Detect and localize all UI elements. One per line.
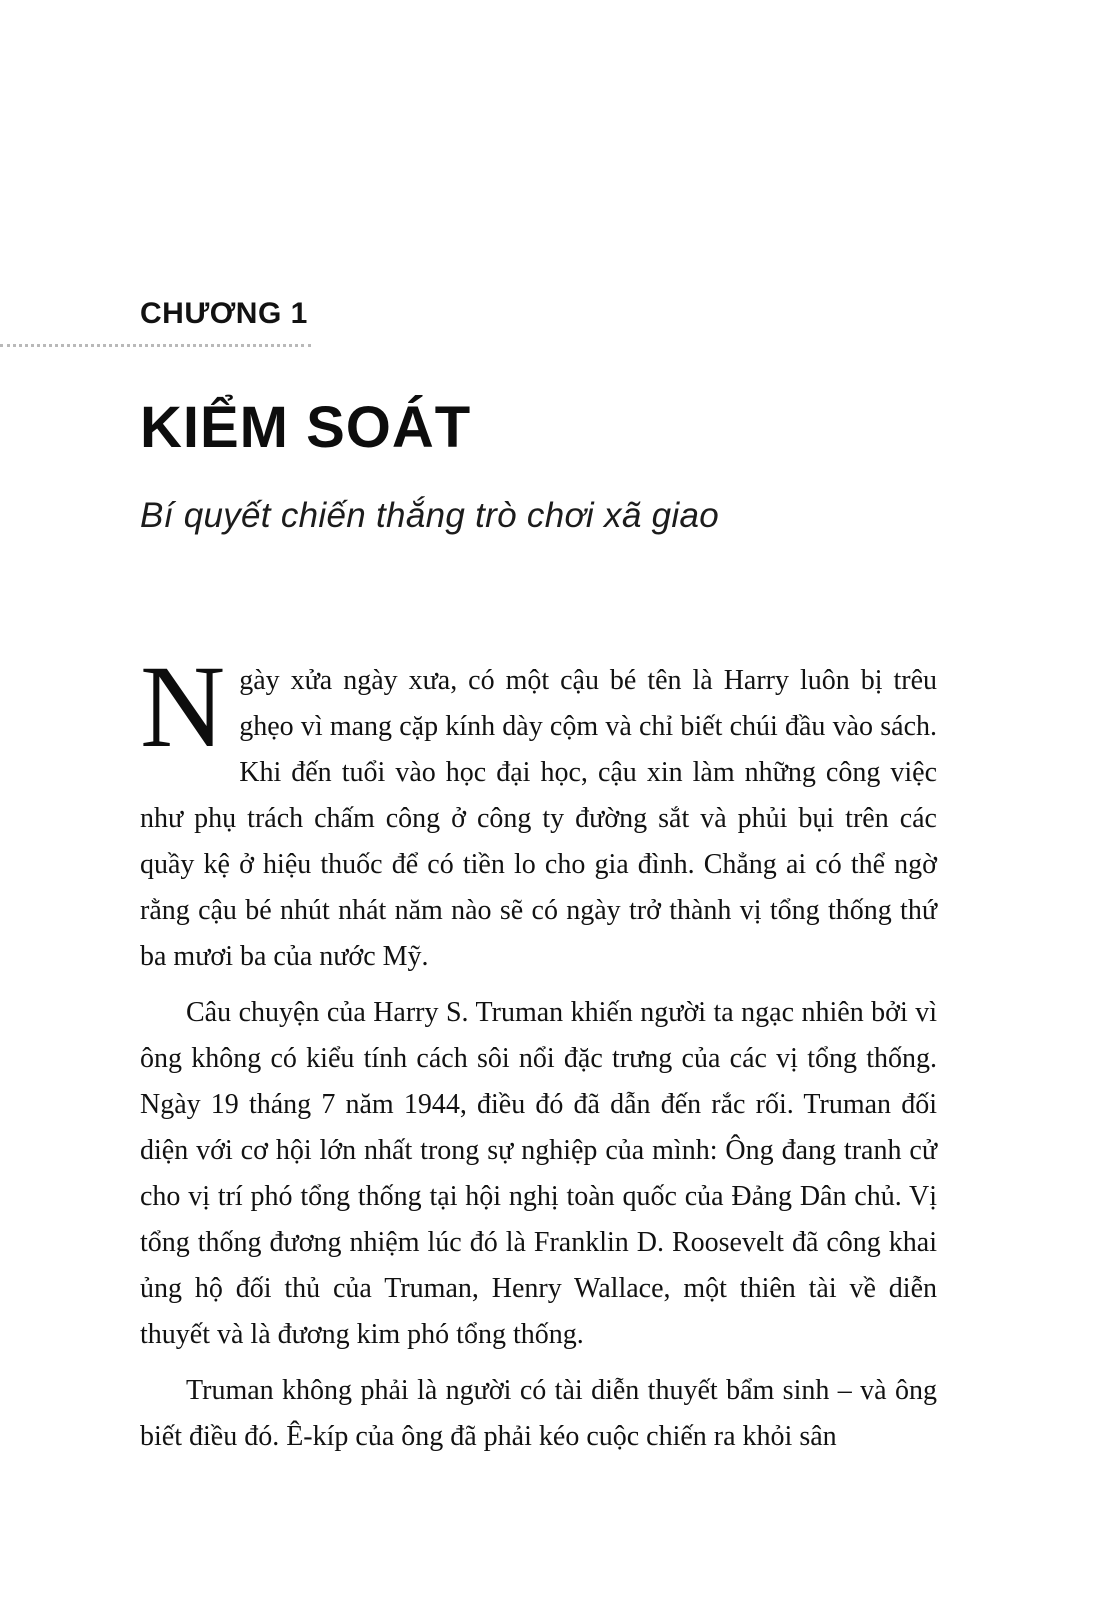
chapter-title: KIỂM SOÁT (140, 395, 472, 460)
page-content (140, 0, 937, 1460)
paragraph-2: Câu chuyện của Harry S. Truman khiến người ta ngạc nhiên bởi vì ông không có kiểu tính cách sôi nổi đặc trưng của các vị tổng thống. Ngày 19 tháng 7 năm 1944, điều đó đã dẫn đến rắc rối. Truman đối diện với cơ hội lớn nhất trong sự nghiệp của mình: Ông đang tranh cử cho vị trí phó tổng thống tại hội nghị toàn quốc của Đảng Dân chủ. Vị tổng thống đương nhiệm lúc đó là Franklin D. Roosevelt đã công khai ủng hộ đối thủ của Truman, Henry Wallace, một thiên tài về diễn thuyết và là đương kim phó tổng thống. (140, 996, 937, 1350)
body-text (140, 640, 937, 1460)
drop-cap: N (140, 640, 226, 772)
chapter-label: CHƯƠNG 1 (140, 297, 308, 330)
paragraph-1 (140, 640, 937, 980)
paragraph-3: Truman không phải là người có tài diễn thuyết bẩm sinh – và ông biết điều đó. Ê-kíp của ông đã phải kéo cuộc chiến ra khỏi sân (140, 1374, 937, 1452)
chapter-subtitle: Bí quyết chiến thắng trò chơi xã giao (140, 495, 719, 535)
dotted-divider (0, 344, 311, 347)
paragraph-1-text: gày xửa ngày xưa, có một cậu bé tên là Harry luôn bị trêu ghẹo vì mang cặp kính dày cộm và chỉ biết chúi đầu vào sách. Khi đến tuổi vào học đại học, cậu xin làm những công việc như phụ trách chấm công ở công ty đường sắt và phủi bụi trên các quầy kệ ở hiệu thuốc để có tiền lo cho gia đình. Chẳng ai có thể ngờ rằng cậu bé nhút nhát năm nào sẽ có ngày trở thành vị tổng thống thứ ba mươi ba của nước Mỹ. (140, 664, 937, 972)
